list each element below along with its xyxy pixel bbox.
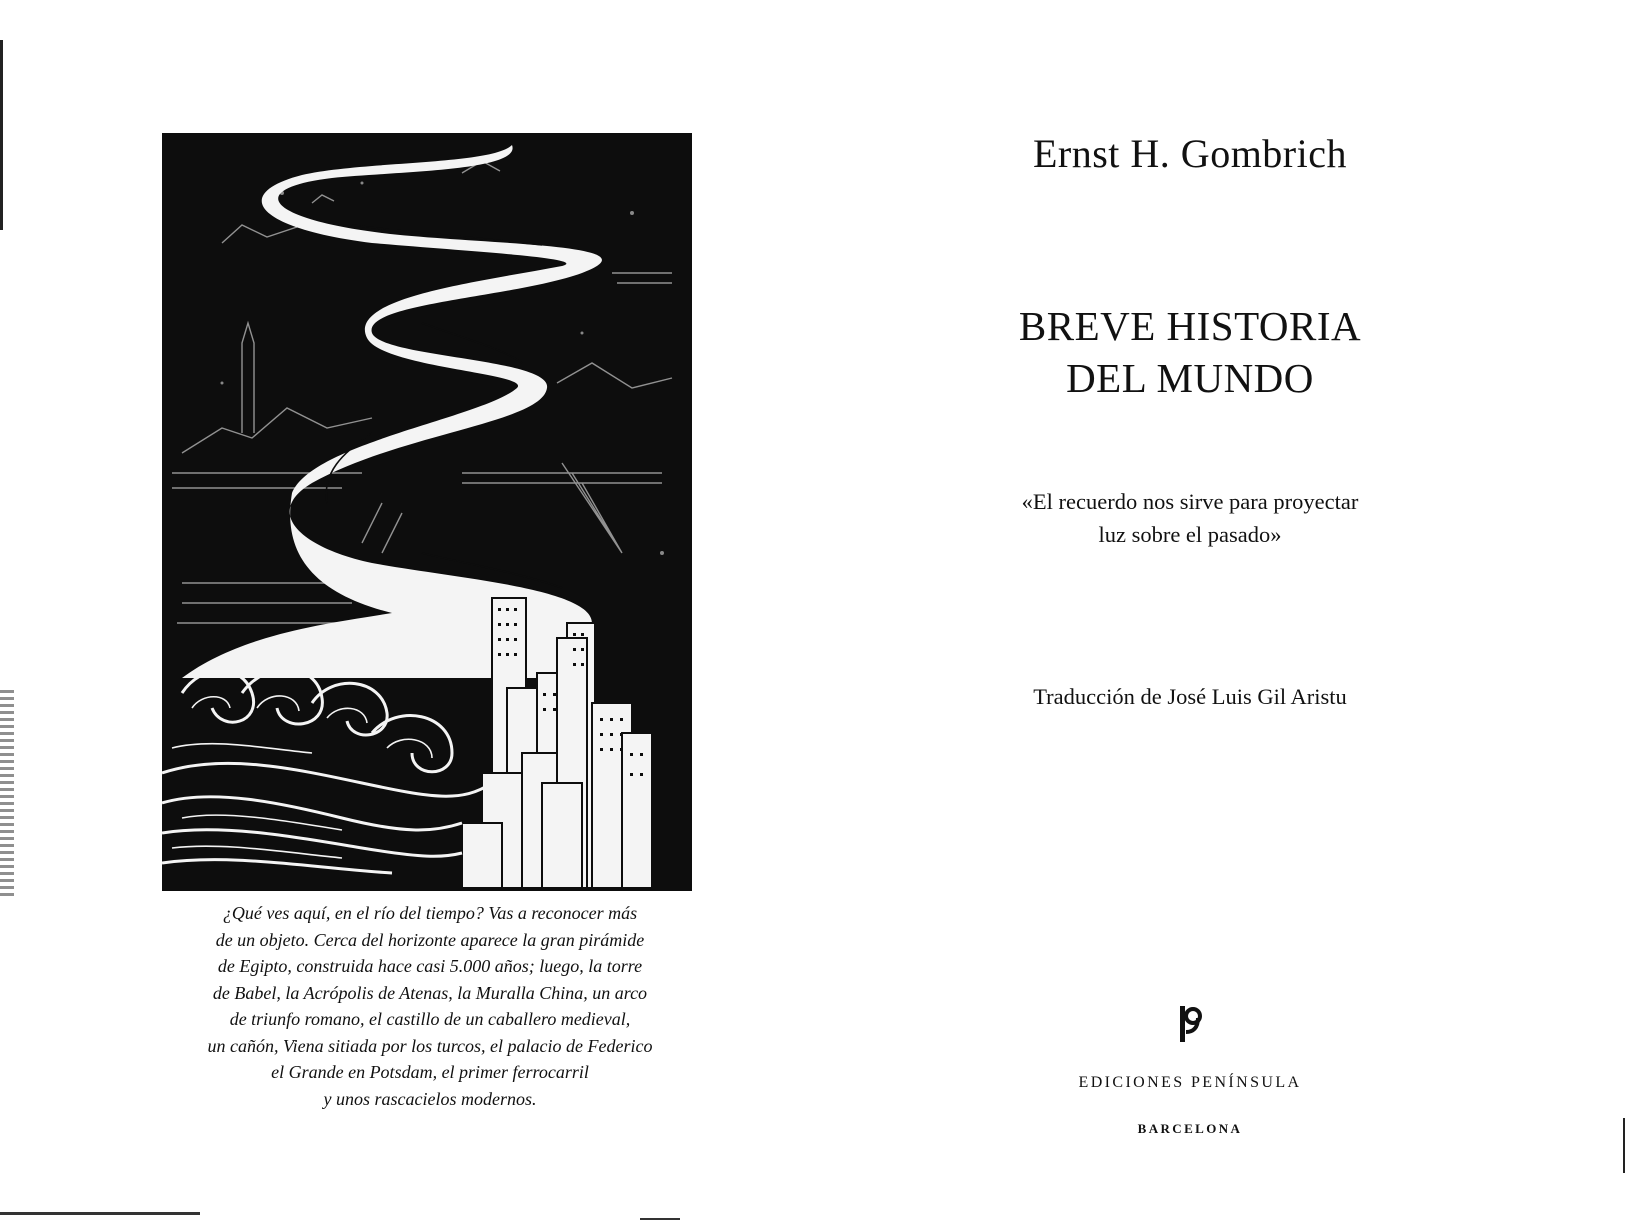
scan-noise-left — [0, 690, 14, 900]
translator-credit: Traducción de José Luis Gil Aristu — [1033, 684, 1347, 709]
caption-line: y unos rascacielos modernos. — [323, 1088, 537, 1109]
scan-edge-right — [1623, 1118, 1625, 1173]
illustration-caption — [150, 900, 710, 1112]
book-title — [930, 300, 1450, 404]
quote-line: luz sobre el pasado» — [1098, 522, 1282, 547]
caption-line: ¿Qué ves aquí, en el río del tiempo? Vas a reconocer más — [222, 903, 638, 923]
caption-line: de Egipto, construida hace casi 5.000 años; luego, la torre — [217, 956, 643, 976]
caption-line: de un objeto. Cerca del horizonte aparece la gran pirámide — [215, 929, 645, 950]
scan-edge-bottom — [0, 1212, 200, 1215]
scan-edge-left — [0, 40, 3, 230]
title-line: BREVE HISTORIA — [1018, 303, 1362, 349]
title-line: DEL MUNDO — [1066, 355, 1314, 401]
peninsula-logo-icon — [1160, 1004, 1220, 1044]
scan-mark-bottom — [640, 1218, 680, 1220]
epigraph-quote — [930, 485, 1450, 551]
publisher-city: BARCELONA — [1137, 1121, 1243, 1136]
caption-line: un cañón, Viena sitiada por los turcos, el palacio de Federico — [207, 1035, 653, 1056]
river-of-time-illustration — [162, 133, 692, 891]
caption-line: de Babel, la Acrópolis de Atenas, la Muralla China, un arco — [212, 982, 648, 1003]
quote-line: «El recuerdo nos sirve para proyectar — [1021, 489, 1359, 514]
author-name: Ernst H. Gombrich — [1032, 131, 1347, 176]
caption-line: el Grande en Potsdam, el primer ferrocarril — [271, 1062, 589, 1082]
publisher-name: EDICIONES PENÍNSULA — [1078, 1074, 1302, 1091]
caption-line: de triunfo romano, el castillo de un caballero medieval, — [229, 1009, 631, 1029]
